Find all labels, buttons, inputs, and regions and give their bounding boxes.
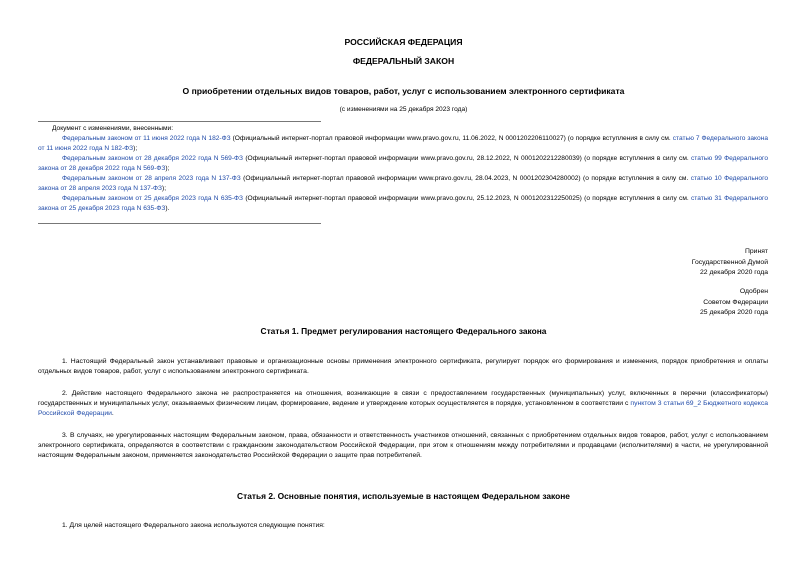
document-title: О приобретении отдельных видов товаров, работ, услуг с использованием электронного сертификата — [182, 86, 625, 96]
change-law-link[interactable]: Федеральным законом от 11 июня 2022 года N 182-ФЗ — [62, 135, 231, 142]
change-article-link[interactable]: статью 31 Федерального закона от 25 декабря 2023 года N 635-ФЗ — [38, 195, 768, 212]
article1-heading: Статья 1. Предмет регулирования настоящего Федерального закона — [260, 326, 547, 336]
change-tail: ). — [165, 205, 170, 212]
change-tail: ); — [133, 145, 138, 152]
adoption-duma — [568, 247, 768, 279]
country-heading: РОССИЙСКАЯ ФЕДЕРАЦИЯ — [344, 37, 463, 47]
article2-heading: Статья 2. Основные понятия, используемые в настоящем Федеральном законе — [237, 491, 570, 501]
article1-paragraph-1: 1. Настоящий Федеральный закон устанавливает правовые и организационные основы применения электронного сертификата, регулирует порядок его формирования и изменения, порядок приобретения и оплаты отдельных видов товаров, работ, услуг с использованием электронного сертификата. — [38, 358, 768, 376]
accepted-date: 22 декабря 2020 года — [700, 269, 768, 277]
article1-paragraph-2 — [38, 389, 768, 420]
change-law-link[interactable]: Федеральным законом от 28 апреля 2023 года N 137-ФЗ — [62, 175, 241, 182]
change-item — [38, 174, 768, 194]
paragraph-text: 2. Действие настоящего Федерального закона не распространяется на отношения, возникающие в связи с предоставлением государственных (муниципальных) услуг, включенных в перечни (классификаторы) государственных и муниципальных услуг, оказываемых физическим лицам, формирование, ведение и утверждение которых осуществляется в порядке, установленном в соответствии с — [38, 390, 768, 408]
change-article-link[interactable]: статью 10 Федерального закона от 28 апреля 2023 года N 137-ФЗ — [38, 175, 768, 192]
change-text: (Официальный интернет-портал правовой информации www.pravo.gov.ru, 25.12.2023, N 0001202312250025) (о порядке вступления в силу см. — [243, 195, 691, 202]
change-item — [38, 194, 768, 214]
change-text: (Официальный интернет-портал правовой информации www.pravo.gov.ru, 28.04.2023, N 0001202304280002) (о порядке вступления в силу см. — [240, 175, 691, 182]
change-tail: ); — [165, 165, 170, 172]
changes-block — [38, 124, 768, 214]
approved-date: 25 декабря 2020 года — [700, 309, 768, 317]
change-tail: ); — [162, 185, 167, 192]
law-type-heading: ФЕДЕРАЛЬНЫЙ ЗАКОН — [352, 56, 455, 66]
accepted-label: Принят — [744, 248, 768, 255]
article2-paragraph-1: 1. Для целей настоящего Федерального закона используются следующие понятия: — [62, 522, 325, 529]
edition-note: (с изменениями на 25 декабря 2023 года) — [339, 106, 468, 113]
change-text: (Официальный интернет-портал правовой информации www.pravo.gov.ru, 11.06.2022, N 0001202206110027) (о порядке вступления в силу см. — [230, 135, 673, 142]
changes-top-rule — [38, 121, 321, 122]
change-article-link[interactable]: статью 99 Федерального закона от 28 декабря 2022 года N 569-ФЗ — [38, 155, 768, 172]
budget-code-link[interactable]: пунктом 3 статьи 69_2 Бюджетного кодекса Российской Федерации — [38, 400, 768, 418]
approved-label: Одобрен — [739, 288, 768, 295]
changes-intro: Документ с изменениями, внесенными: — [52, 125, 174, 132]
change-item — [38, 134, 768, 154]
approved-by: Советом Федерации — [703, 298, 768, 306]
change-law-link[interactable]: Федеральным законом от 28 декабря 2022 года N 569-ФЗ — [62, 155, 244, 162]
change-text: (Официальный интернет-портал правовой информации www.pravo.gov.ru, 28.12.2022, N 0001202212280039) (о порядке вступления в силу см. — [243, 155, 691, 162]
change-item — [38, 154, 768, 174]
paragraph-tail: . — [111, 410, 114, 418]
adoption-council — [568, 287, 768, 319]
changes-bottom-rule — [38, 223, 321, 224]
article1-paragraph-3: 3. В случаях, не урегулированных настоящим Федеральным законом, права, обязанности и ответственность участников отношений, связанных с приобретением отдельных видов товаров, работ, услуг с использованием электронного сертификата, определяются в соответствии с гражданским законодательством Российской Федерации, при этом к отношениям между потребителями и продавцами (исполнителями) в части, не урегулированной настоящим Федеральным законом, применяется законодательство Российской Федерации о защите прав потребителей. — [38, 432, 768, 460]
change-article-link[interactable]: статью 7 Федерального закона от 11 июня 2022 года N 182-ФЗ — [38, 135, 768, 152]
accepted-by: Государственной Думой — [691, 258, 768, 266]
change-law-link[interactable]: Федеральным законом от 25 декабря 2023 года N 635-ФЗ — [62, 195, 244, 202]
